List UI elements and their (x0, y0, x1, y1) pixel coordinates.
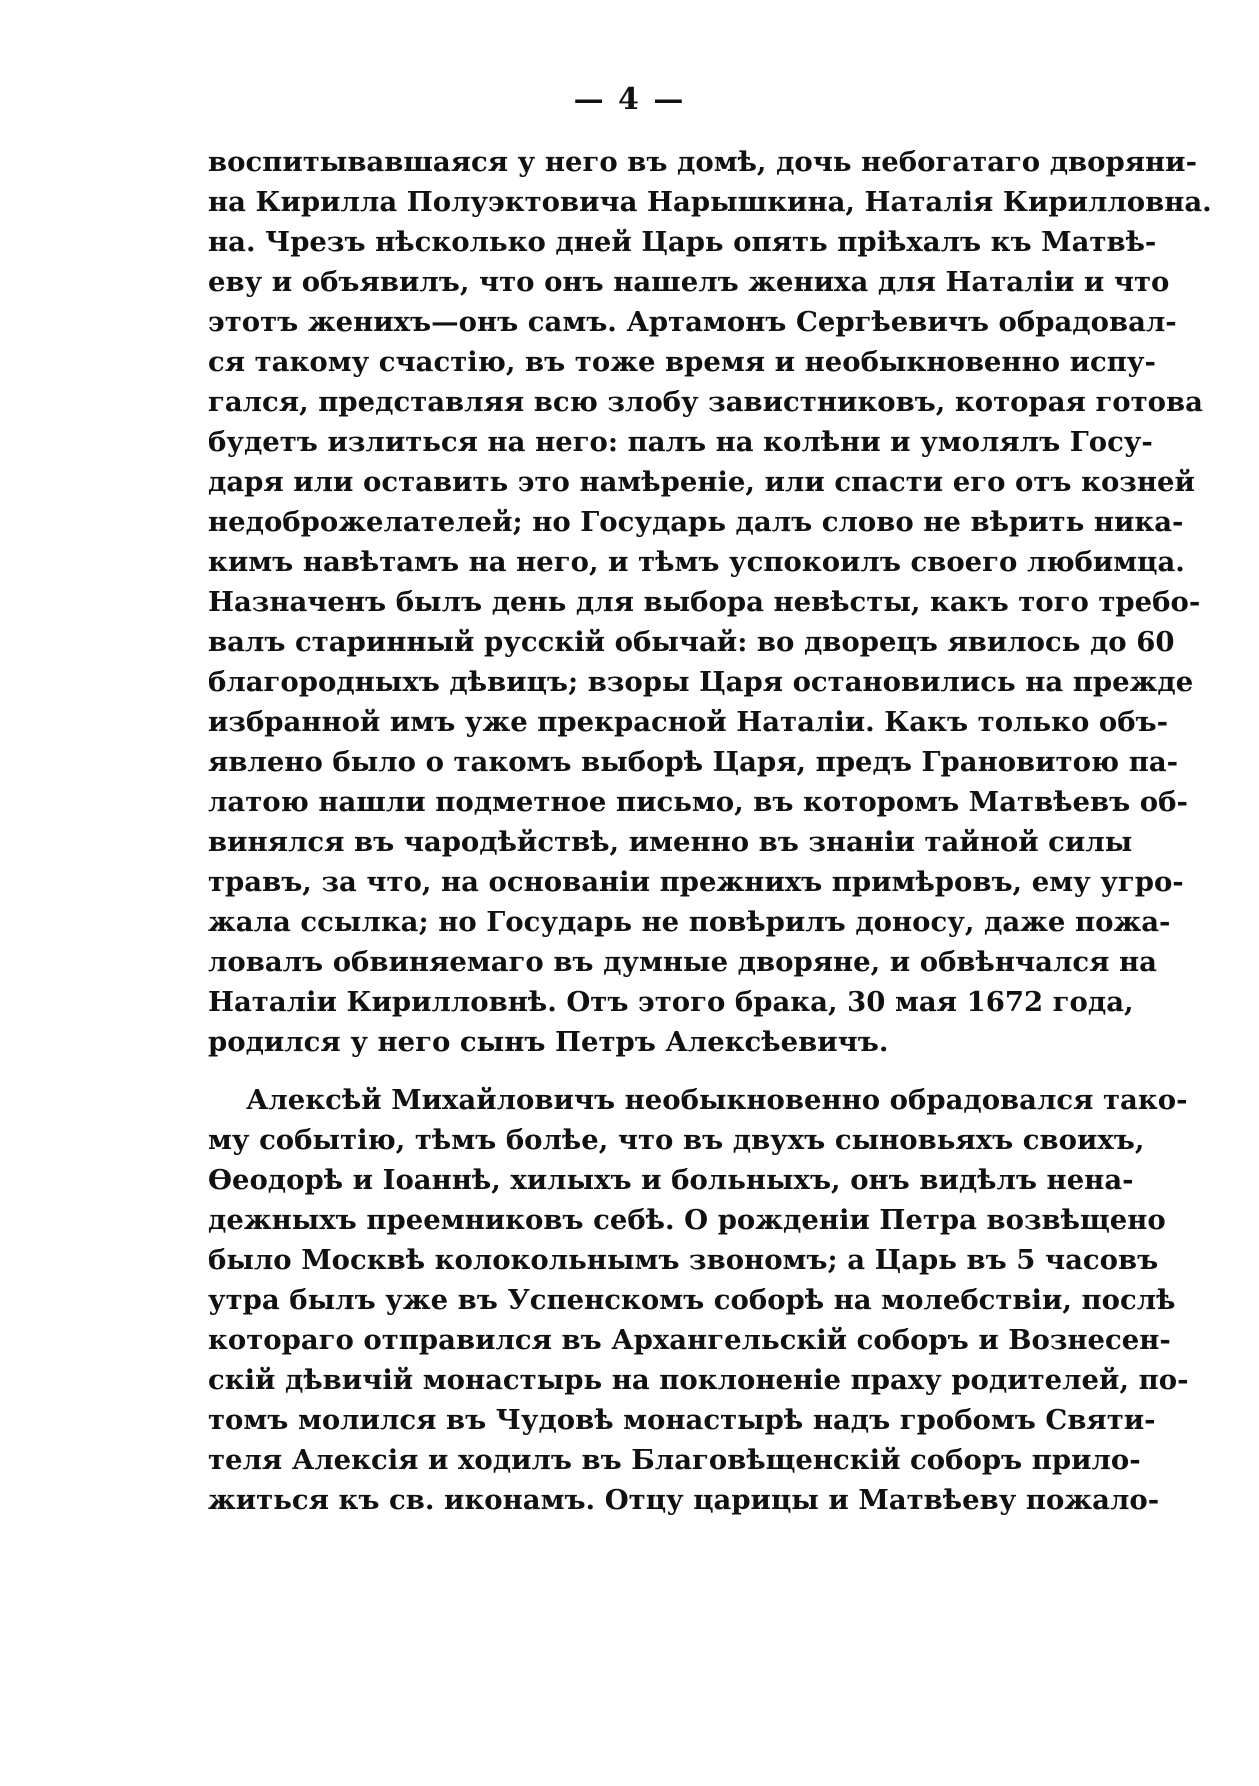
text-line: ся такому счастію, въ тоже время и необыкновенно испу- (208, 346, 1156, 378)
text-line: котораго отправился въ Архангельскій соборъ и Вознесен- (208, 1324, 1171, 1356)
text-line: Ѳеодорѣ и Іоаннѣ, хилыхъ и больныхъ, онъ видѣлъ нена- (208, 1164, 1134, 1196)
text-line: воспитывавшаяся у него въ домѣ, дочь небогатаго дворяни- (208, 146, 1197, 178)
paragraph-gap (208, 1062, 1058, 1080)
text-line: винялся въ чародѣйствѣ, именно въ знаніи тайной силы (208, 826, 1133, 858)
text-line: Назначенъ былъ день для выбора невѣсты, какъ того требо- (208, 586, 1201, 618)
text-line: ловалъ обвиняемаго въ думные дворяне, и обвѣнчался на (208, 946, 1157, 978)
text-line: утра былъ уже въ Успенскомъ соборѣ на молебствіи, послѣ (208, 1284, 1176, 1316)
text-line: скій дѣвичій монастырь на поклоненіе праху родителей, по- (208, 1364, 1189, 1396)
text-line: латою нашли подметное письмо, въ которомъ Матвѣевъ об- (208, 786, 1188, 818)
page-number: — 4 — (573, 82, 686, 117)
text-line: жала ссылка; но Государь не повѣрилъ доносу, даже пожа- (208, 906, 1171, 938)
text-line: благородныхъ дѣвицъ; взоры Царя остановились на прежде (208, 666, 1194, 698)
text-line: Наталіи Кирилловнѣ. Отъ этого брака, 30 мая 1672 года, (208, 986, 1134, 1018)
text-line: на Кирилла Полуэктовича Нарышкина, Наталія Кирилловна. (208, 186, 1212, 218)
text-line: этотъ женихъ—онъ самъ. Артамонъ Сергѣевичъ обрадовал- (208, 306, 1177, 338)
text-line: на. Чрезъ нѣсколько дней Царь опять пріѣхалъ къ Матвѣ- (208, 226, 1157, 258)
text-line: дежныхъ преемниковъ себѣ. О рожденіи Петра возвѣщено (208, 1204, 1166, 1236)
text-line: еву и объявилъ, что онъ нашелъ жениха для Наталіи и что (208, 266, 1170, 298)
text-line: гался, представляя всю злобу завистниковъ, которая готова (208, 386, 1203, 418)
text-line: явлено было о такомъ выборѣ Царя, предъ Грановитою па- (208, 746, 1179, 778)
paragraph-2 (208, 1080, 1189, 1520)
paragraph-1 (208, 142, 1212, 1062)
text-line: избранной имъ уже прекрасной Наталіи. Какъ только объ- (208, 706, 1169, 738)
text-line: родился у него сынъ Петръ Алексѣевичъ. (208, 1026, 889, 1058)
text-line: недоброжелателей; но Государь далъ слово не вѣрить ника- (208, 506, 1184, 538)
text-line: травъ, за что, на основаніи прежнихъ примѣровъ, ему угро- (208, 866, 1184, 898)
text-line: кимъ навѣтамъ на него, и тѣмъ успокоилъ своего любимца. (208, 546, 1185, 578)
text-line: житься къ св. иконамъ. Отцу царицы и Матвѣеву пожало- (208, 1484, 1160, 1516)
text-line: Алексѣй Михайловичъ необыкновенно обрадовался тако- (246, 1084, 1188, 1116)
text-line: теля Алексія и ходилъ въ Благовѣщенскій соборъ прило- (208, 1444, 1141, 1476)
text-line: было Москвѣ колокольнымъ звономъ; а Царь въ 5 часовъ (208, 1244, 1159, 1276)
text-line: даря или оставить это намѣреніе, или спасти его отъ козней (208, 466, 1195, 498)
text-line: валъ старинный русскій обычай: во дворецъ явилось до 60 (208, 626, 1175, 658)
text-line: томъ молился въ Чудовѣ монастырѣ надъ гробомъ Святи- (208, 1404, 1156, 1436)
text-line: будетъ излиться на него: палъ на колѣни и умолялъ Госу- (208, 426, 1153, 458)
body-text (208, 142, 1212, 1520)
text-line: му событію, тѣмъ болѣе, что въ двухъ сыновьяхъ своихъ, (208, 1124, 1145, 1156)
